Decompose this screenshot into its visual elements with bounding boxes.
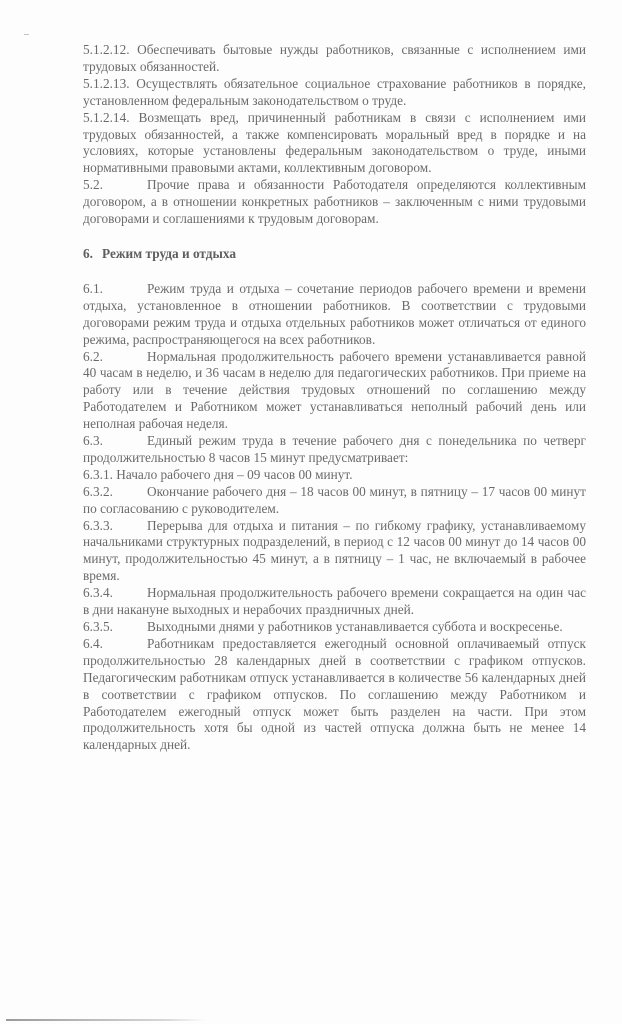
clause-6-3-1 <box>83 467 586 484</box>
clause-6-1 <box>83 281 586 349</box>
clause-text: Возмещать вред, причиненный работникам в связи с исполнением ими трудовых обязанностей, а также компенсировать моральный вред в порядке и на условиях, которые установлены федеральным законодательством о труде, иными нормативными правовыми актами, коллективным договором. <box>83 109 587 176</box>
clause-number: 6.3.2. <box>83 483 113 499</box>
clause-6-3-3 <box>83 518 586 586</box>
clause-text: Нормальная продолжительность рабочего времени устанавливается равной 40 часам в неделю, и 36 часам в неделю для педагогических работников. При приеме на работу или в течение действия трудовых отношений по соглашению между Работодателем и Работником может устанавливаться неполный рабочий день или неполная рабочая неделя. <box>83 348 586 432</box>
clause-6-4 <box>83 636 586 754</box>
document-body <box>83 42 586 754</box>
section-title: Режим труда и отдыха <box>102 245 237 261</box>
clause-6-3-2 <box>83 484 586 518</box>
clause-text: Обеспечивать бытовые нужды работников, связанные с исполнением ими трудовых обязанностей. <box>83 42 586 74</box>
clause-number: 6.3.5. <box>83 619 113 634</box>
clause-number: 5.1.2.14. <box>83 109 130 125</box>
clause-5-1-2-12 <box>83 42 586 76</box>
clause-text: Окончание рабочего дня – 18 часов 00 минут, в пятницу – 17 часов 00 минут по согласованию с руководителем. <box>83 483 586 516</box>
clause-5-2 <box>83 177 586 228</box>
clause-number: 6.3.1. <box>83 466 113 482</box>
clause-number: 6.3.3. <box>83 517 113 533</box>
clause-6-3-4 <box>83 585 586 619</box>
clause-number: 6.3.4. <box>83 585 113 601</box>
clause-text: Режим труда и отдыха – сочетание периодов рабочего времени и времени отдыха, установленное в отношении работников. В соответствии с трудовыми договорами режим труда и отдыха отдельных работников может отличаться от единого режима, распространяющегося на всех работников. <box>83 280 586 347</box>
clause-text: Выходными днями у работников устанавливается суббота и воскресенье. <box>147 619 563 634</box>
clause-number: 6.2. <box>83 348 103 364</box>
clause-text: Нормальная продолжительность рабочего времени сокращается на один час в дни накануне выходных и нерабочих праздничных дней. <box>83 585 586 618</box>
clause-text: Начало рабочего дня – 09 часов 00 минут. <box>116 466 353 482</box>
clause-5-1-2-14 <box>83 110 586 178</box>
scan-edge-line <box>6 1019 206 1021</box>
clause-number: 6.4. <box>83 635 103 651</box>
clause-number: 5.2. <box>83 177 103 193</box>
clause-text: Единый режим труда в течение рабочего дня с понедельника по четверг продолжительностью 8 часов 15 минут предусматривает: <box>83 433 586 465</box>
clause-6-2 <box>83 349 586 434</box>
clause-text: Прочие права и обязанности Работодателя определяются коллективным договором, а в отношении конкретных работников – заключенным с ними трудовыми договорами и соглашениями к трудовым договорам. <box>83 177 586 227</box>
clause-5-1-2-13 <box>83 76 586 110</box>
clause-number: 6.1. <box>83 280 103 296</box>
clause-number: 6.3. <box>83 433 103 449</box>
section-number: 6. <box>83 245 93 261</box>
clause-6-3-5 <box>83 619 586 636</box>
clause-text: Перерыва для отдыха и питания – по гибкому графику, устанавливаемому начальниками структурных подразделений, в период с 12 часов 00 минут до 14 часов 00 минут, продолжительностью 45 минут, а в пятницу – 1 час, не включаемый в рабочее время. <box>83 517 586 584</box>
clause-text: Работникам предоставляется ежегодный основной оплачиваемый отпуск продолжительностью 28 календарных дней в соответствии с графиком отпусков. Педагогическим работникам отпуск устанавливается в количестве 56 календарных дней в соответствии с графиком отпусков. По соглашению между Работником и Работодателем ежегодный отпуск может быть разделен на части. При этом продолжительность хотя бы одной из частей отпуска должна быть не менее 14 календарных дней. <box>83 635 586 753</box>
section-heading <box>83 246 586 263</box>
clause-number: 5.1.2.12. <box>83 42 130 57</box>
scan-artifact-mark <box>24 34 29 35</box>
clause-number: 5.1.2.13. <box>83 75 130 91</box>
clause-text: Осуществлять обязательное социальное страхование работников в порядке, установленном федеральным законодательством о труде. <box>83 75 587 108</box>
clause-6-3 <box>83 433 586 467</box>
